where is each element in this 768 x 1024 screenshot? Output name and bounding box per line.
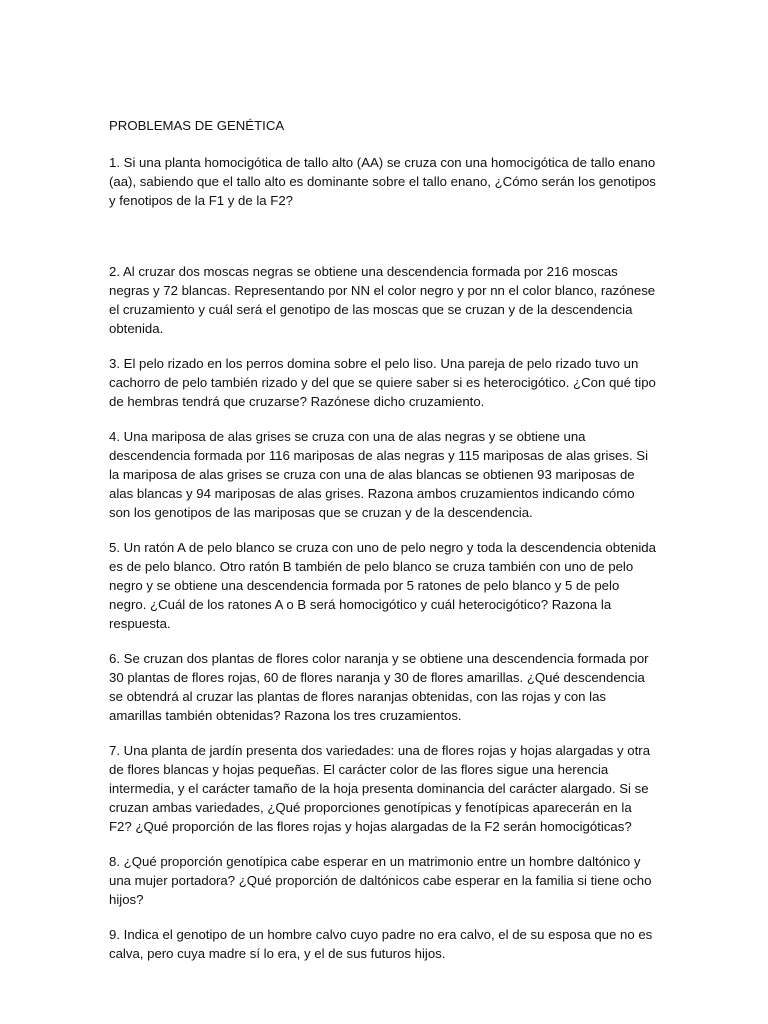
- problem-6: [109, 649, 657, 725]
- problem-number: 5.: [109, 540, 120, 555]
- problem-number: 3.: [109, 356, 120, 371]
- problem-3: [109, 354, 657, 411]
- problem-number: 2.: [109, 264, 120, 279]
- problem-text: El pelo rizado en los perros domina sobre el pelo liso. Una pareja de pelo rizado tuvo un cachorro de pelo también rizado y del que se quiere saber si es heterocigótico. ¿Con qué tipo de hembras tendrá que cruzarse? Razónese dicho cruzamiento.: [109, 356, 656, 409]
- problem-number: 8.: [109, 854, 120, 869]
- problem-number: 6.: [109, 651, 120, 666]
- problem-9: [109, 925, 657, 963]
- problem-text: ¿Qué proporción genotípica cabe esperar en un matrimonio entre un hombre daltónico y una mujer portadora? ¿Qué proporción de daltónicos cabe esperar en la familia si tiene ocho hijos?: [109, 854, 652, 907]
- document-title: PROBLEMAS DE GENÉTICA: [109, 118, 285, 133]
- problem-text: Indica el genotipo de un hombre calvo cuyo padre no era calvo, el de su esposa que no es calva, pero cuya madre sí lo era, y el de sus futuros hijos.: [109, 927, 653, 961]
- problem-number: 4.: [109, 429, 120, 444]
- problem-2: [109, 262, 657, 338]
- problem-8: [109, 852, 657, 909]
- problem-text: Al cruzar dos moscas negras se obtiene una descendencia formada por 216 moscas negras y 72 blancas. Representando por NN el color negro y por nn el color blanco, razónese el cruzamiento y cuál será el genotipo de las moscas que se cruzan y de la descendencia obtenida.: [109, 264, 656, 336]
- problem-5: [109, 538, 657, 633]
- document-content: [109, 116, 657, 979]
- problem-number: 1.: [109, 155, 120, 170]
- problem-text: Si una planta homocigótica de tallo alto (AA) se cruza con una homocigótica de tallo enano (aa), sabiendo que el tallo alto es dominante sobre el tallo enano, ¿Cómo serán los genotipos y fenotipos de la F1 y de la F2?: [109, 155, 656, 208]
- problem-text: Un ratón A de pelo blanco se cruza con uno de pelo negro y toda la descendencia obtenida es de pelo blanco. Otro ratón B también de pelo blanco se cruza también con uno de pelo negro y se obtiene una descendencia formada por 5 ratones de pelo blanco y 5 de pelo negro. ¿Cuál de los ratones A o B será homocigótico y cuál heterocigótico? Razona la respuesta.: [109, 540, 656, 631]
- problem-7: [109, 741, 657, 836]
- problem-text: Se cruzan dos plantas de flores color naranja y se obtiene una descendencia formada por 30 plantas de flores rojas, 60 de flores naranja y 30 de flores amarillas. ¿Qué descendencia se obtendrá al cruzar las plantas de flores naranjas obtenidas, con las rojas y con las amarillas también obtenidas? Razona los tres cruzamientos.: [109, 651, 649, 723]
- problem-4: [109, 427, 657, 522]
- problem-number: 7.: [109, 743, 120, 758]
- problem-text: Una mariposa de alas grises se cruza con una de alas negras y se obtiene una descendencia formada por 116 mariposas de alas negras y 115 mariposas de alas grises. Si la mariposa de alas grises se cruza con una de alas blancas se obtienen 93 mariposas de alas blancas y 94 mariposas de alas grises. Razona ambos cruzamientos indicando cómo son los genotipos de las mariposas que se cruzan y de la descendencia.: [109, 429, 649, 520]
- problem-number: 9.: [109, 927, 120, 942]
- problem-1: [109, 153, 657, 210]
- problem-text: Una planta de jardín presenta dos variedades: una de flores rojas y hojas alargadas y otra de flores blancas y hojas pequeñas. El carácter color de las flores sigue una herencia intermedia, y el carácter tamaño de la hoja presenta dominancia del carácter alargado. Si se cruzan ambas variedades, ¿Qué proporciones genotípicas y fenotípicas aparecerán en la F2? ¿Qué proporción de las flores rojas y hojas alargadas de la F2 serán homocigóticas?: [109, 743, 651, 834]
